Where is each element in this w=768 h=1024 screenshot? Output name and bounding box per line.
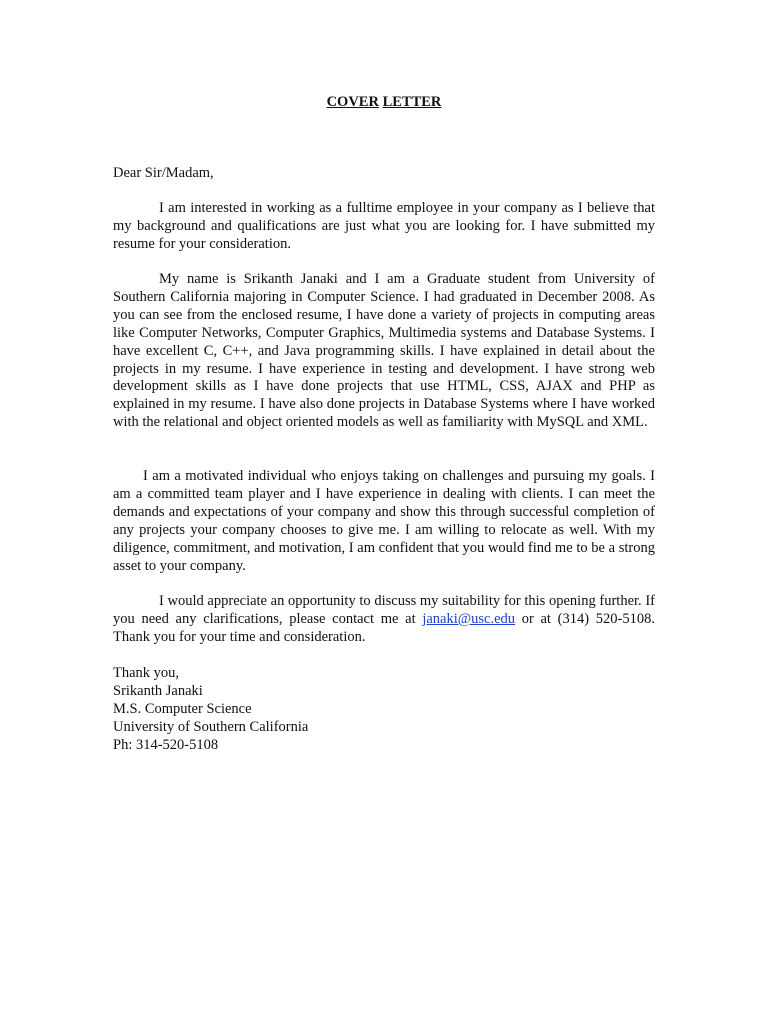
signature-phone: Ph: 314-520-5108	[113, 737, 219, 753]
paragraph-personal-qualities: I am a motivated individual who enjoys taking on challenges and pursuing my goals. I am a committed team player and I have experience in dealing with clients. I can meet the demands and expectations of your company and show this through successful completion of any projects your company chooses to give me. I am willing to relocate as well. With my diligence, commitment, and motivation, I am confident that you would find me to be a strong asset to your company.	[113, 468, 655, 574]
letter-title	[0, 93, 768, 111]
signature-name: Srikanth Janaki	[113, 683, 203, 699]
paragraph-contact	[113, 593, 655, 647]
email-link[interactable]: janaki@usc.edu	[422, 610, 515, 627]
paragraph-background: My name is Srikanth Janaki and I am a Graduate student from University of Southern California majoring in Computer Science. I had graduated in December 2008. As you can see from the enclosed resume, I have done a variety of projects in computing areas like Computer Networks, Computer Graphics, Multimedia systems and Database Systems. I have excellent C, C++, and Java programming skills. I have explained in detail about the projects in my resume. I have experience in testing and development. I have strong web development skills as I have done projects that use HTML, CSS, AJAX and PHP as explained in my resume. I have also done projects in Database Systems where I have worked with the relational and object oriented models as well as familiarity with MySQL and XML.	[113, 271, 655, 431]
signature-block	[113, 664, 308, 754]
signature-university: University of Southern California	[113, 719, 309, 735]
contact-text-after-link: or at (314) 520-5108. Thank you for your time and consideration.	[113, 610, 655, 645]
title-word-cover: COVER	[326, 94, 379, 110]
contact-text-before-link: I would appreciate an opportunity to discuss my suitability for this opening further. If you need any clarifications, please contact me at	[113, 593, 655, 627]
salutation: Dear Sir/Madam,	[113, 165, 214, 181]
title-word-letter: LETTER	[382, 94, 442, 110]
signature-degree: M.S. Computer Science	[113, 701, 252, 717]
paragraph-interest: I am interested in working as a fulltime employee in your company as I believe that my background and qualifications are just what you are looking for. I have submitted my resume for your consideration.	[113, 200, 655, 252]
closing: Thank you,	[113, 665, 180, 681]
